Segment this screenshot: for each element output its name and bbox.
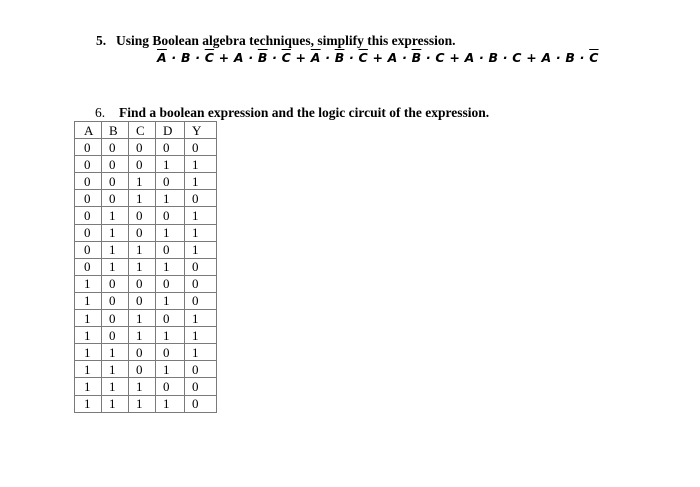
cell-a: 0 <box>75 207 102 224</box>
cell-y: 1 <box>185 173 217 190</box>
cell-a: 0 <box>75 190 102 207</box>
cell-d: 0 <box>156 207 185 224</box>
cell-y: 0 <box>185 292 217 309</box>
question-6 <box>95 105 489 121</box>
cell-b: 1 <box>102 378 129 395</box>
cell-d: 1 <box>156 361 185 378</box>
table-row <box>75 378 217 395</box>
question-5 <box>96 33 456 49</box>
question-6-text: Find a boolean expression and the logic circuit of the expression. <box>119 105 490 120</box>
table-row <box>75 173 217 190</box>
cell-a: 1 <box>75 275 102 292</box>
expression-term <box>388 50 445 65</box>
cell-a: 0 <box>75 139 102 156</box>
cell-a: 1 <box>75 378 102 395</box>
and-dot: · <box>190 50 205 65</box>
cell-a: 1 <box>75 361 102 378</box>
table-row <box>75 156 217 173</box>
cell-a: 1 <box>75 310 102 327</box>
cell-d: 0 <box>156 344 185 361</box>
cell-b: 0 <box>102 292 129 309</box>
plus-operator: + <box>291 50 311 65</box>
cell-c: 1 <box>129 395 156 412</box>
expression-term <box>541 50 598 65</box>
cell-a: 0 <box>75 241 102 258</box>
cell-d: 1 <box>156 395 185 412</box>
and-dot: · <box>166 50 181 65</box>
cell-c: 0 <box>129 275 156 292</box>
question-5-text: Using Boolean algebra techniques, simplify this expression. <box>116 33 456 48</box>
and-dot: · <box>397 50 412 65</box>
cell-y: 0 <box>185 361 217 378</box>
cell-c: 1 <box>129 378 156 395</box>
cell-d: 0 <box>156 139 185 156</box>
and-dot: · <box>267 50 282 65</box>
cell-d: 0 <box>156 241 185 258</box>
complemented-variable: $\overline{A}$ <box>310 50 321 65</box>
complemented-variable: $\overline{C}$ <box>358 50 368 65</box>
cell-y: 1 <box>185 156 217 173</box>
cell-c: 1 <box>129 327 156 344</box>
cell-b: 1 <box>102 241 129 258</box>
cell-c: 0 <box>129 156 156 173</box>
and-dot: · <box>320 50 335 65</box>
cell-c: 0 <box>129 292 156 309</box>
and-dot: · <box>344 50 359 65</box>
cell-a: 0 <box>75 173 102 190</box>
variable: A <box>233 50 244 65</box>
cell-b: 0 <box>102 275 129 292</box>
header-y: Y <box>185 122 217 139</box>
cell-y: 0 <box>185 139 217 156</box>
table-row <box>75 327 217 344</box>
cell-c: 0 <box>129 361 156 378</box>
and-dot: · <box>421 50 436 65</box>
cell-y: 1 <box>185 224 217 241</box>
variable: B <box>488 50 499 65</box>
cell-c: 1 <box>129 258 156 275</box>
table-row <box>75 395 217 412</box>
expression-term <box>234 50 291 65</box>
and-dot: · <box>498 50 513 65</box>
expression-term <box>465 50 522 65</box>
cell-d: 0 <box>156 173 185 190</box>
plus-operator: + <box>214 50 234 65</box>
table-row <box>75 258 217 275</box>
complemented-variable: $\overline{C}$ <box>204 50 215 65</box>
cell-d: 1 <box>156 224 185 241</box>
cell-d: 1 <box>156 327 185 344</box>
cell-c: 1 <box>129 173 156 190</box>
expression-term <box>311 50 368 65</box>
cell-y: 1 <box>185 327 217 344</box>
complemented-variable: $\overline{A}$ <box>157 50 167 65</box>
cell-y: 1 <box>185 207 217 224</box>
cell-b: 1 <box>102 361 129 378</box>
cell-a: 1 <box>75 327 102 344</box>
variable: C <box>512 50 522 65</box>
header-c: C <box>129 122 156 139</box>
complemented-variable: $\overline{C}$ <box>281 50 291 65</box>
variable: A <box>387 50 398 65</box>
cell-y: 0 <box>185 395 217 412</box>
plus-operator: + <box>367 50 388 65</box>
cell-b: 0 <box>102 139 129 156</box>
cell-y: 0 <box>185 378 217 395</box>
header-b: B <box>102 122 129 139</box>
boolean-expression <box>157 50 599 65</box>
cell-b: 0 <box>102 156 129 173</box>
question-5-number: 5. <box>96 33 107 48</box>
variable: B <box>565 50 576 65</box>
cell-b: 1 <box>102 395 129 412</box>
cell-a: 1 <box>75 344 102 361</box>
cell-d: 1 <box>156 190 185 207</box>
cell-b: 1 <box>102 207 129 224</box>
cell-b: 1 <box>102 344 129 361</box>
variable: A <box>541 50 552 65</box>
cell-c: 0 <box>129 207 156 224</box>
header-d: D <box>156 122 185 139</box>
variable: B <box>180 50 191 65</box>
cell-a: 1 <box>75 395 102 412</box>
truth-table-header-row <box>75 122 217 139</box>
cell-d: 1 <box>156 292 185 309</box>
cell-d: 0 <box>156 310 185 327</box>
complemented-variable: $\overline{C}$ <box>589 50 599 65</box>
and-dot: · <box>575 50 590 65</box>
cell-b: 1 <box>102 224 129 241</box>
and-dot: · <box>551 50 566 65</box>
cell-y: 0 <box>185 275 217 292</box>
variable: C <box>435 50 445 65</box>
complemented-variable: $\overline{B}$ <box>257 50 268 65</box>
cell-c: 1 <box>129 241 156 258</box>
plus-operator: + <box>521 50 542 65</box>
cell-d: 1 <box>156 156 185 173</box>
cell-a: 0 <box>75 156 102 173</box>
cell-b: 0 <box>102 173 129 190</box>
table-row <box>75 275 217 292</box>
cell-a: 1 <box>75 292 102 309</box>
cell-d: 0 <box>156 378 185 395</box>
cell-y: 1 <box>185 344 217 361</box>
cell-b: 0 <box>102 190 129 207</box>
table-row <box>75 292 217 309</box>
table-row <box>75 224 217 241</box>
complemented-variable: $\overline{B}$ <box>334 50 345 65</box>
cell-y: 0 <box>185 258 217 275</box>
table-row <box>75 241 217 258</box>
cell-c: 0 <box>129 344 156 361</box>
cell-b: 0 <box>102 310 129 327</box>
cell-a: 0 <box>75 224 102 241</box>
and-dot: · <box>243 50 258 65</box>
cell-d: 0 <box>156 275 185 292</box>
table-row <box>75 190 217 207</box>
and-dot: · <box>474 50 489 65</box>
table-row <box>75 139 217 156</box>
table-row <box>75 344 217 361</box>
cell-b: 0 <box>102 327 129 344</box>
truth-table <box>74 121 217 413</box>
cell-c: 1 <box>129 190 156 207</box>
plus-operator: + <box>444 50 465 65</box>
variable: A <box>464 50 475 65</box>
table-row <box>75 361 217 378</box>
cell-y: 1 <box>185 310 217 327</box>
cell-b: 1 <box>102 258 129 275</box>
cell-a: 0 <box>75 258 102 275</box>
cell-c: 0 <box>129 139 156 156</box>
truth-table-body <box>75 139 217 413</box>
table-row <box>75 207 217 224</box>
cell-c: 0 <box>129 224 156 241</box>
cell-c: 1 <box>129 310 156 327</box>
header-a: A <box>75 122 102 139</box>
expression-term <box>157 50 214 65</box>
question-6-number: 6. <box>95 105 106 120</box>
table-row <box>75 310 217 327</box>
cell-d: 1 <box>156 258 185 275</box>
cell-y: 1 <box>185 241 217 258</box>
complemented-variable: $\overline{B}$ <box>411 50 422 65</box>
cell-y: 0 <box>185 190 217 207</box>
